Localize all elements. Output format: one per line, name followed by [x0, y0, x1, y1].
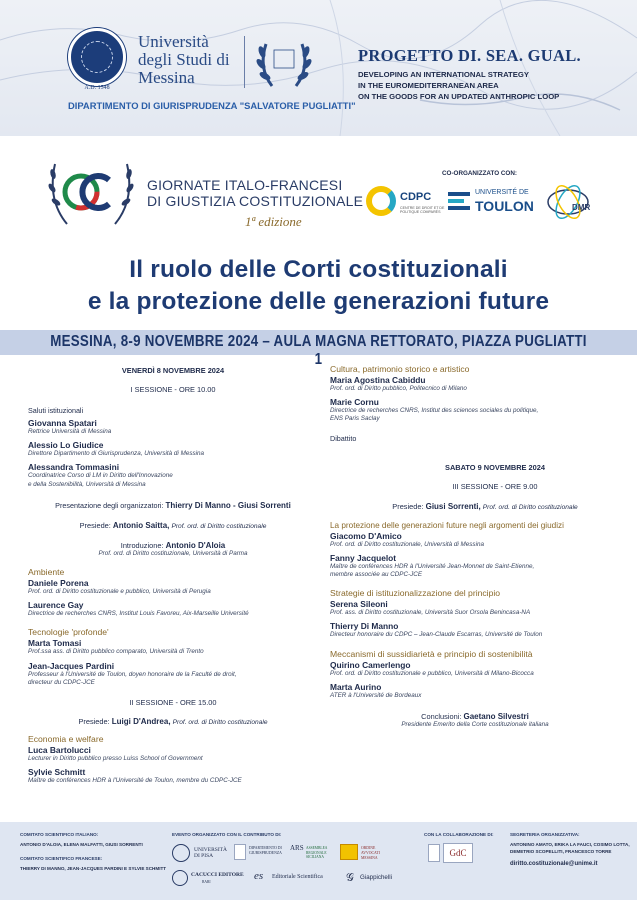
chair-session-3: Presiede: Giusi Sorrenti, Prof. ord. di Diritto costituzionale	[392, 501, 578, 511]
seal-year: A.D. 1548	[84, 85, 110, 91]
session-1-heading: I SESSIONE - ORE 10.00	[130, 385, 216, 394]
project-title: PROGETTO DI. SEA. GUAL.	[358, 46, 581, 65]
speaker-name: Marta Tomasi	[28, 638, 82, 649]
event-logo-icon	[45, 150, 137, 232]
university-seal-icon	[68, 28, 126, 86]
committee-fr: THIERRY DI MANNO, JEAN-JACQUES PARDINI E SYLVIE SCHMITT	[20, 866, 167, 871]
section-protezione: La protezione delle generazioni future negli argomenti dei giudizi	[330, 520, 564, 530]
section-cultura: Cultura, patrimonio storico e artistico	[330, 364, 470, 374]
section-strategie: Strategie di istituzionalizzazione del principio	[330, 588, 501, 599]
ordine-logo-icon	[340, 844, 358, 860]
sponsor-cacucci-city: BARI	[202, 880, 211, 884]
speaker-role: Direttore Dipartimento di Giurisprudenza, Università di Messina	[28, 450, 205, 458]
speaker-role: Lecturer in Diritto pubblico presso Luiss School of Government	[28, 755, 203, 763]
co-organized-label: CO-ORGANIZZATO CON:	[442, 170, 517, 177]
collab-logo-gdc: GdC	[443, 843, 473, 863]
speaker-role: Prof. ord. di Diritto costituzionale e pubblico, Università di Milano-Bicocca	[330, 669, 534, 677]
top-banner	[0, 0, 637, 136]
section-ambiente: Ambiente	[28, 567, 65, 578]
footer	[0, 822, 637, 900]
event-title-line-1: Il ruolo delle Corti costituzionali	[129, 256, 508, 283]
speaker-role: Prof. ord. di Diritto costituzionale e pubblico, Università di Perugia	[28, 588, 211, 596]
sponsor-ars: ARS	[290, 844, 304, 852]
speaker-role: Prof.ssa ass. di Diritto pubblico comparato, Università di Trento	[28, 648, 204, 656]
speaker-role: Professeur à l'Université de Toulon, doyen honoraire de la Faculté de droit, directeur du CDPC-JCE	[28, 670, 237, 686]
speaker-name: Laurence Gay	[28, 600, 84, 611]
toulon-mark-icon	[448, 190, 470, 212]
speaker-name: Luca Bartolucci	[28, 745, 91, 756]
speaker-role: ATER à l'Université de Bordeaux	[330, 691, 422, 699]
section-meccanismi: Meccanismi di sussidiarietà e principio di sostenibilità	[330, 648, 533, 659]
sponsor-cacucci: CACUCCI EDITORE	[191, 872, 244, 878]
cdpc-logo: CDPC CENTRE DE DROIT ET DE POLITIQUE COMPARÉS	[366, 184, 446, 222]
committee-it: ANTONIO D'ALOIA, ELENA MALFATTI, GIUSI SORRENTI	[20, 842, 143, 847]
introduction-line: Introduzione: Antonio D'Aloia	[120, 540, 226, 550]
speaker-name: Giovanna Spatari	[28, 418, 97, 428]
day-2-heading: SABATO 9 NOVEMBRE 2024	[445, 462, 545, 472]
speaker-name: Marie Cornu	[330, 397, 379, 408]
speaker-name: Sylvie Schmitt	[28, 767, 86, 778]
program-day-1	[28, 364, 318, 785]
secretariat-label: SEGRETERIA ORGANIZZATIVA:	[510, 832, 580, 837]
pisa-seal-icon	[172, 844, 190, 862]
giappichelli-logo-icon: 𝒢	[346, 872, 354, 884]
speaker-role: Directrice de recherches CNRS, Institut des sciences sociales du politique, ENS Paris Saclay	[330, 407, 539, 423]
svg-text:DMR: DMR	[572, 203, 591, 212]
speaker-name: Alessandra Tommasini	[28, 462, 120, 473]
speaker-role: Prof. ord. di Diritto pubblico, Politecnico di Milano	[330, 385, 467, 392]
speaker-name: Fanny Jacquelot	[330, 552, 397, 563]
speaker-role: Coordinatrice Corso di LM in Diritto dell'Innovazione e della Sostenibilità, Università di Messina	[28, 472, 173, 488]
sponsor-dip: DIPARTIMENTO DI GIURISPRUDENZA	[249, 846, 282, 855]
header-divider	[244, 36, 245, 88]
project-subtitle: DEVELOPING AN INTERNATIONAL STRATEGY IN THE EUROMEDITERRANEAN AREA ON THE GOODS FOR AN UPDATED ANTHROPIC LOOP	[358, 70, 560, 101]
greetings-label: Saluti istituzionali	[28, 406, 84, 415]
speaker-name: Quirino Camerlengo	[330, 659, 411, 670]
speaker-name: Marta Aurino	[330, 681, 382, 692]
sponsor-ordine: ORDINE AVVOCATI MESSINA	[361, 846, 380, 860]
chair-session-1: Presiede: Antonio Saitta, Prof. ord. di Diritto costituzionale	[79, 520, 267, 530]
secretariat-members: ANTONINO AMATO, ERIKA LA FAUCI, COSIMO LOTTA, DEMETRIO SCOPELLITI, FRANCESCO TORRE	[510, 842, 630, 854]
speaker-name: Alessio Lo Giudice	[28, 440, 104, 451]
conclusions-line: Conclusioni: Gaetano Silvestri	[421, 712, 529, 722]
dip-logo-icon	[234, 844, 246, 860]
event-name: GIORNATE ITALO-FRANCESI DI GIUSTIZIA COSTITUZIONALE	[147, 177, 364, 209]
toulon-logo: UNIVERSITÉ DE TOULON	[448, 186, 538, 218]
section-economia: Economia e welfare	[28, 734, 104, 745]
laurel-wreath-icon	[252, 34, 316, 92]
speaker-name: Daniele Porena	[28, 578, 89, 589]
speaker-name: Serena Sileoni	[330, 599, 388, 610]
department-name: DIPARTIMENTO DI GIURISPRUDENZA "SALVATORE PUGLIATTI"	[68, 100, 356, 111]
collab-logo-1-icon	[428, 844, 440, 862]
university-name: Università degli Studi di Messina	[138, 32, 230, 87]
committee-it-label: COMITATO SCIENTIFICO ITALIANO:	[20, 832, 99, 837]
day-1-heading: VENERDÌ 8 NOVEMBRE 2024	[121, 366, 225, 375]
cdpc-ring-icon	[366, 186, 396, 216]
chair-session-2: Presiede: Luigi D'Andrea, Prof. ord. di Diritto costituzionale	[78, 717, 268, 727]
dmr-logo	[544, 180, 592, 224]
secretariat-email[interactable]: diritto.costituzionale@unime.it	[510, 861, 598, 867]
sponsor-pisa: UNIVERSITÀ DI PISA	[194, 847, 227, 859]
speaker-name: Giacomo D'Amico	[330, 530, 402, 541]
conclusions-role: Presidente Emerito della Corte costituzionale italiana	[401, 721, 549, 729]
speaker-role: Directeur honoraire du CDPC – Jean-Claude Escarras, Université de Toulon	[330, 631, 543, 639]
sponsor-ars-full: ASSEMBLEA REGIONALE SICILIANA	[306, 846, 328, 859]
debate-label: Dibattito	[330, 433, 357, 443]
speaker-name: Thierry Di Manno	[330, 621, 399, 632]
speaker-role: Directrice de recherches CNRS, Institut Louis Favoreu, Aix-Marseille Université	[28, 610, 249, 618]
collab-label: CON LA COLLABORAZIONE DI:	[424, 832, 494, 837]
speaker-role: Prof. ass. di Diritto costituzionale, Università Suor Orsola Benincasa-NA	[330, 609, 531, 617]
sponsors-label: EVENTO ORGANIZZATO CON IL CONTRIBUTO DI:	[172, 832, 282, 837]
committee-fr-label: COMITATO SCIENTIFICO FRANCESE:	[20, 856, 103, 861]
program-day-2	[330, 364, 620, 729]
event-title-line-2: e la protezione delle generazioni future	[87, 288, 550, 315]
organizers-line: Presentazione degli organizzatori: Thierry Di Manno - Giusi Sorrenti	[55, 500, 291, 510]
sponsor-giappichelli: Giappichelli	[360, 874, 392, 881]
event-edition: 1ª edizione	[245, 214, 302, 229]
speaker-role: Rettrice Università di Messina	[28, 428, 112, 435]
speaker-name: Maria Agostina Cabiddu	[330, 375, 426, 385]
date-location: MESSINA, 8-9 NOVEMBRE 2024 – AULA MAGNA RETTORATO, PIAZZA PUGLIATTI 1	[50, 333, 587, 368]
session-3-heading: III SESSIONE - ORE 9.00	[452, 481, 538, 491]
section-tecnologie: Tecnologie 'profonde'	[28, 627, 109, 638]
cacucci-logo-icon	[172, 870, 188, 886]
es-logo-icon: es	[254, 870, 264, 882]
speaker-role: Prof. ord. di Diritto costituzionale, Università di Messina	[330, 540, 484, 548]
speaker-role: Maître de conférences HDR à l'Université Jean-Monnet de Saint-Etienne, membre associée au CDPC-JCE	[330, 562, 535, 579]
session-2-heading: II SESSIONE - ORE 15.00	[129, 698, 217, 708]
speaker-name: Jean-Jacques Pardini	[28, 660, 115, 671]
speaker-role: Maître de conférences HDR à l'Université de Toulon, membre du CDPC-JCE	[28, 777, 242, 785]
sponsor-es: Editoriale Scientifica	[272, 874, 323, 880]
introduction-role: Prof. ord. di Diritto costituzionale, Università di Parma	[98, 549, 248, 557]
